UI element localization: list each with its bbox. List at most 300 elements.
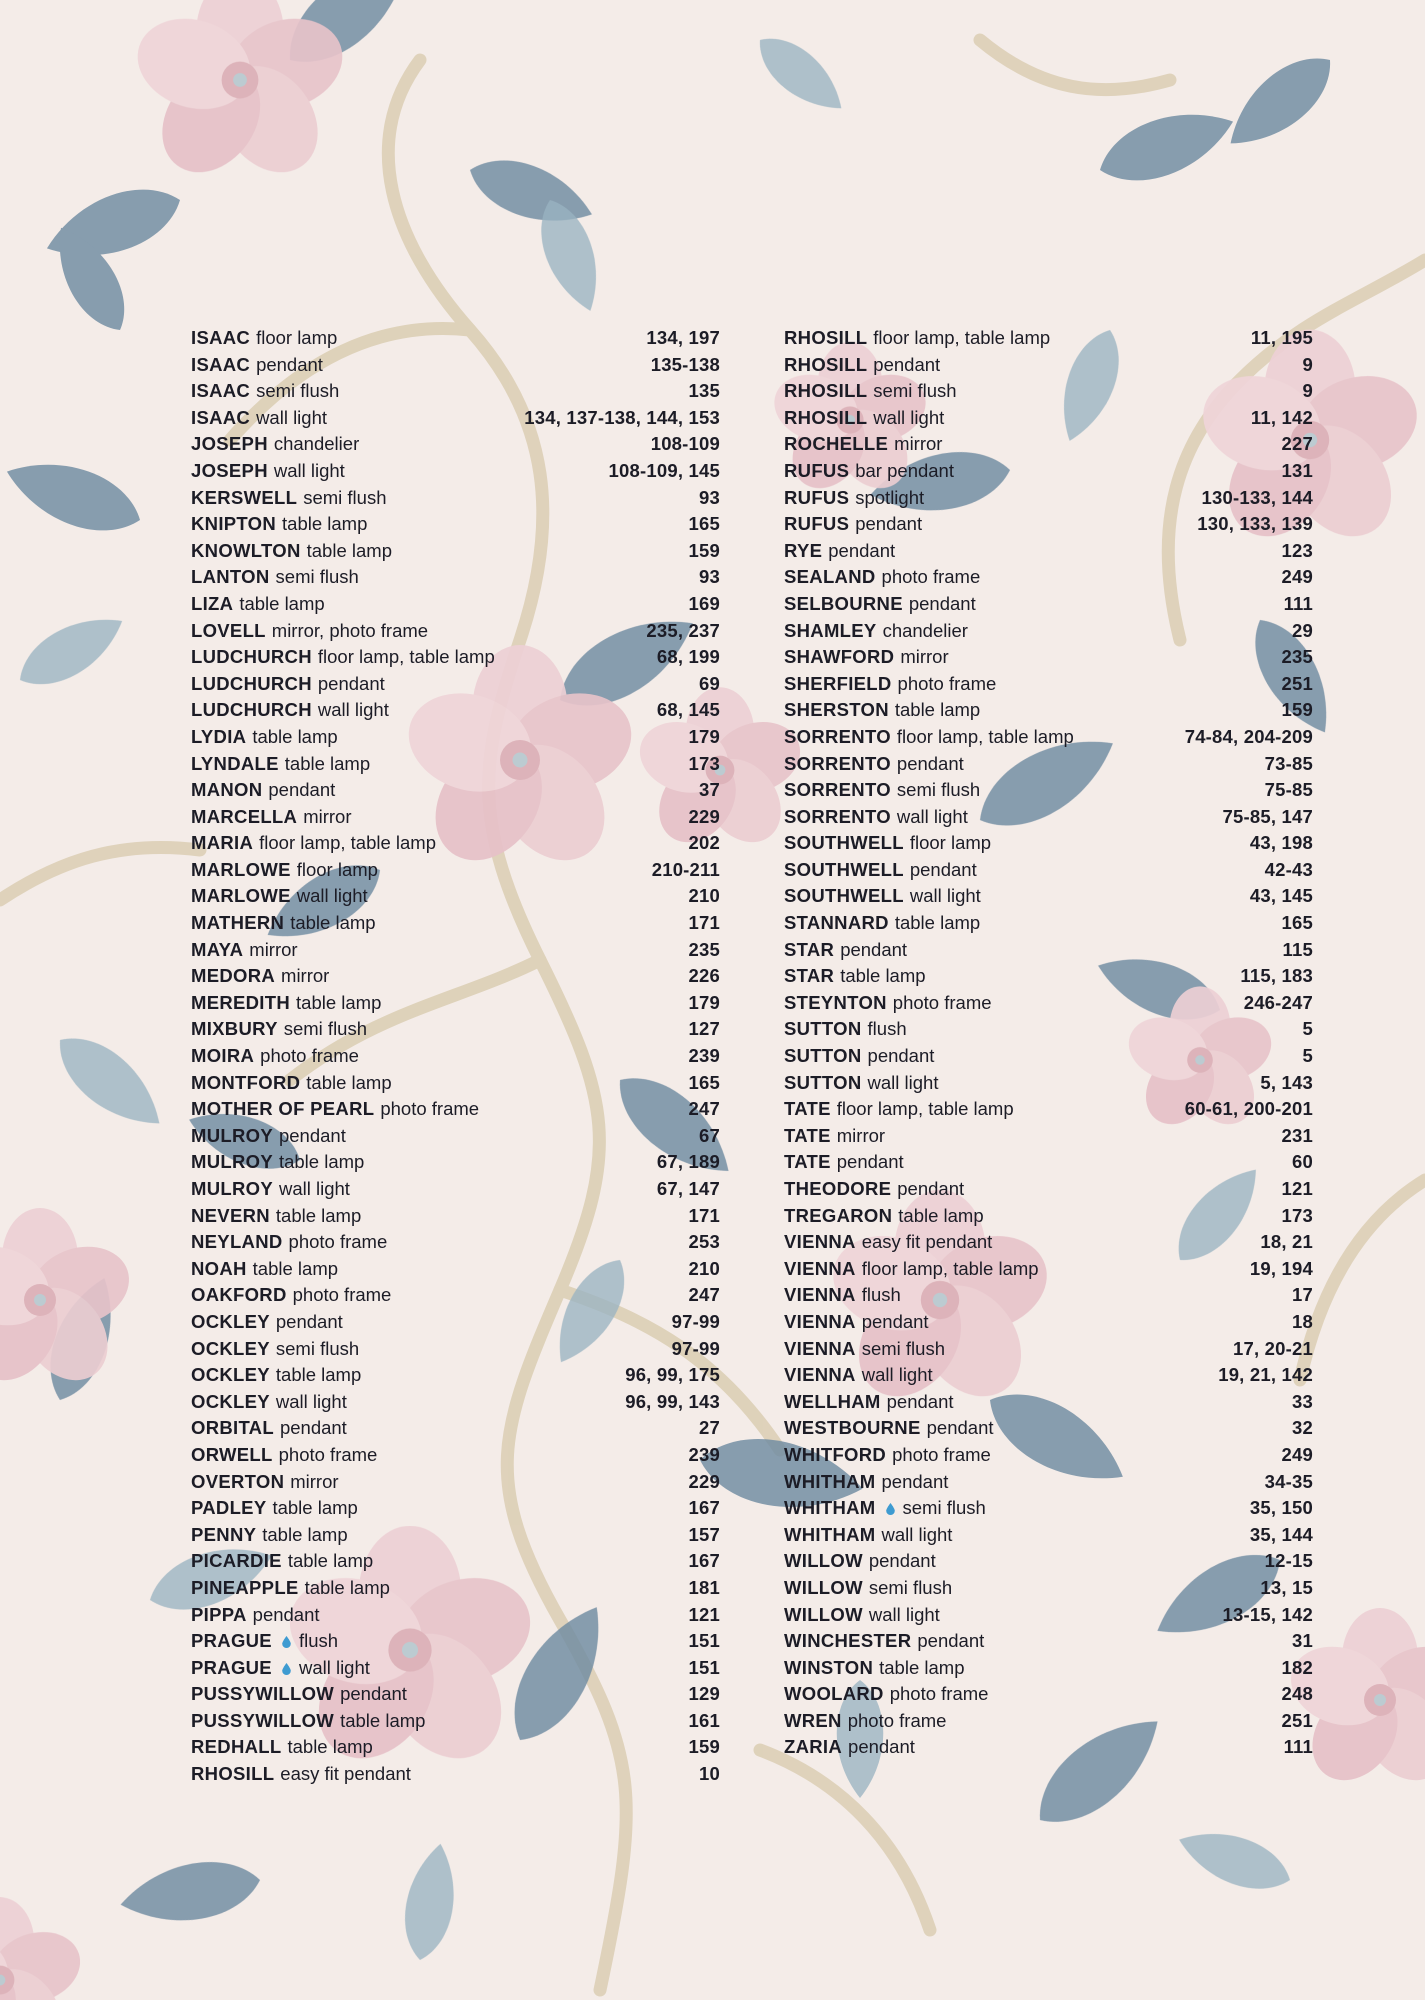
- index-entry: [784, 963, 1313, 990]
- page-numbers: 12-15: [1264, 1550, 1313, 1572]
- page-numbers: 27: [699, 1417, 720, 1439]
- entry-label: [191, 1336, 359, 1363]
- index-entry: [784, 751, 1313, 778]
- page-numbers: 135-138: [650, 353, 720, 375]
- entry-label: [191, 1256, 338, 1283]
- product-name: MAYA: [191, 938, 244, 960]
- index-entry: [191, 1522, 720, 1549]
- entry-label: [191, 1548, 373, 1575]
- product-name: SEALAND: [784, 566, 876, 588]
- entry-label: [191, 697, 389, 724]
- product-name: WHITFORD: [784, 1443, 887, 1465]
- entry-label: [191, 378, 339, 405]
- product-type: table lamp: [239, 592, 325, 614]
- product-type: pendant: [917, 1630, 985, 1652]
- index-entry: [784, 1602, 1313, 1629]
- product-name: OVERTON: [191, 1470, 285, 1492]
- page-numbers: 182: [1281, 1656, 1313, 1678]
- entry-label: [191, 1309, 343, 1336]
- product-name: LANTON: [191, 566, 270, 588]
- entry-label: [784, 564, 980, 591]
- page-numbers: 249: [1281, 1443, 1313, 1465]
- product-name: OCKLEY: [191, 1364, 270, 1386]
- page-numbers: 68, 199: [656, 646, 720, 668]
- page-numbers: 5: [1302, 1045, 1313, 1067]
- page-numbers: 134, 137-138, 144, 153: [524, 406, 720, 428]
- entry-label: [191, 1575, 390, 1602]
- page-numbers: 159: [1281, 699, 1313, 721]
- entry-label: [784, 591, 976, 618]
- index-entry: [191, 1575, 720, 1602]
- index-entry: [784, 1149, 1313, 1176]
- index-entry: [191, 1070, 720, 1097]
- index-entry: [784, 883, 1313, 910]
- product-name: SHAWFORD: [784, 646, 895, 668]
- product-name: ISAAC: [191, 406, 251, 428]
- page-numbers: 231: [1281, 1124, 1313, 1146]
- entry-label: [191, 751, 370, 778]
- entry-label: [784, 511, 922, 538]
- index-entry: [784, 804, 1313, 831]
- page-numbers: 60: [1292, 1151, 1313, 1173]
- product-name: KNIPTON: [191, 513, 277, 535]
- index-entry: [784, 1575, 1313, 1602]
- page-numbers: 13-15, 142: [1222, 1603, 1313, 1625]
- page-numbers: 131: [1281, 459, 1313, 481]
- product-type: chandelier: [273, 433, 360, 455]
- product-type: semi flush: [275, 1337, 360, 1359]
- product-type: pendant: [861, 1310, 929, 1332]
- entry-label: [784, 1708, 946, 1735]
- product-type: pendant: [926, 1417, 994, 1439]
- index-entry: [191, 405, 720, 432]
- product-name: PICARDIE: [191, 1550, 282, 1572]
- index-entry: [784, 1309, 1313, 1336]
- product-type: photo frame: [892, 991, 992, 1013]
- entry-label: [191, 1362, 361, 1389]
- product-type: flush: [867, 1018, 907, 1040]
- entry-label: [191, 458, 345, 485]
- product-type: table lamp: [282, 513, 368, 535]
- product-name: SUTTON: [784, 1071, 862, 1093]
- product-name: SOUTHWELL: [784, 832, 904, 854]
- entry-label: [191, 1282, 391, 1309]
- water-drop-icon: [282, 1663, 291, 1675]
- product-name: PUSSYWILLOW: [191, 1683, 335, 1705]
- product-name: THEODORE: [784, 1178, 892, 1199]
- product-type: semi flush: [275, 566, 359, 588]
- product-name: RYE: [784, 539, 823, 561]
- page-numbers: 42-43: [1264, 858, 1313, 880]
- product-name: MIXBURY: [191, 1018, 278, 1040]
- page-numbers: 96, 99, 143: [625, 1390, 720, 1412]
- page-numbers: 33: [1292, 1390, 1313, 1412]
- page-numbers: 171: [688, 1204, 720, 1226]
- entry-label: [191, 1176, 350, 1203]
- page-numbers: 121: [688, 1603, 720, 1625]
- entry-label: [191, 591, 325, 618]
- index-entry: [784, 1229, 1313, 1256]
- product-name: SORRENTO: [784, 779, 891, 801]
- entry-label: [784, 1734, 915, 1761]
- product-name: TATE: [784, 1098, 831, 1120]
- page-numbers: 75-85, 147: [1222, 805, 1313, 827]
- index-entry: [191, 1708, 720, 1735]
- product-name: RHOSILL: [784, 353, 868, 375]
- product-type: mirror: [900, 646, 949, 668]
- entry-label: [191, 1628, 338, 1655]
- page-numbers: 210-211: [651, 858, 720, 880]
- product-name: STEYNTON: [784, 991, 887, 1013]
- entry-label: [191, 1203, 361, 1230]
- entry-label: [191, 511, 367, 538]
- index-entry: [191, 511, 720, 538]
- entry-label: [191, 1655, 370, 1682]
- page-numbers: 35, 144: [1249, 1523, 1313, 1545]
- entry-label: [191, 1070, 392, 1097]
- product-type: table lamp: [894, 699, 981, 721]
- page-numbers: 5, 143: [1260, 1071, 1313, 1093]
- product-type: table lamp: [278, 1151, 365, 1173]
- product-name: MARCELLA: [191, 805, 298, 827]
- product-type: table lamp: [284, 752, 371, 774]
- entry-label: [784, 431, 942, 458]
- entry-label: [191, 777, 335, 804]
- entry-label: [784, 1282, 901, 1309]
- index-entry: [191, 564, 720, 591]
- page-numbers: 67, 189: [656, 1151, 720, 1173]
- product-name: PRAGUE: [191, 1656, 272, 1678]
- product-name: LIZA: [191, 592, 234, 614]
- page-numbers: 35, 150: [1249, 1497, 1313, 1519]
- product-type: floor lamp, table lamp: [836, 1098, 1014, 1120]
- product-type: wall light: [317, 699, 389, 721]
- entry-label: [784, 724, 1074, 751]
- product-type: pendant: [275, 1310, 343, 1332]
- entry-label: [191, 1761, 411, 1788]
- entry-label: [191, 538, 392, 565]
- index-entry: [191, 1442, 720, 1469]
- product-name: PRAGUE: [191, 1630, 272, 1652]
- index-entry: [191, 1282, 720, 1309]
- index-entry: [784, 1203, 1313, 1230]
- index-entry: [191, 1123, 720, 1150]
- entry-label: [784, 883, 981, 910]
- product-type: floor lamp, table lamp: [861, 1257, 1039, 1279]
- page-numbers: 227: [1281, 433, 1313, 455]
- index-entry: [784, 1442, 1313, 1469]
- product-type: wall light: [275, 1390, 347, 1412]
- product-type: pendant: [886, 1390, 954, 1412]
- entry-label: [191, 1681, 407, 1708]
- product-name: NEVERN: [191, 1204, 270, 1226]
- product-name: SORRENTO: [784, 752, 891, 774]
- entry-label: [191, 1123, 346, 1150]
- product-name: LUDCHURCH: [191, 699, 312, 721]
- product-name: WESTBOURNE: [784, 1417, 921, 1439]
- index-entry: [191, 751, 720, 778]
- index-entry: [784, 1016, 1313, 1043]
- entry-label: [784, 485, 924, 512]
- product-type: photo frame: [881, 566, 981, 588]
- product-name: MOTHER OF PEARL: [191, 1098, 375, 1120]
- product-type: flush: [298, 1630, 339, 1652]
- index-entry: [191, 618, 720, 645]
- entry-label: [784, 1442, 991, 1469]
- entry-label: [784, 352, 940, 379]
- entry-label: [784, 1548, 936, 1575]
- page-numbers: 246-247: [1243, 991, 1313, 1013]
- page-numbers: 96, 99, 175: [625, 1364, 720, 1386]
- product-name: WILLOW: [784, 1576, 863, 1598]
- entry-label: [784, 777, 980, 804]
- index-entry: [191, 1336, 720, 1363]
- entry-label: [191, 963, 329, 990]
- index-entry: [784, 1176, 1313, 1203]
- product-type: floor lamp: [256, 327, 338, 348]
- product-name: JOSEPH: [191, 433, 268, 455]
- page-numbers: 251: [1281, 672, 1313, 694]
- product-name: LOVELL: [191, 619, 266, 641]
- index-entry: [784, 431, 1313, 458]
- product-name: JOSEPH: [191, 459, 268, 481]
- index-entry: [191, 1495, 720, 1522]
- entry-label: [191, 937, 298, 964]
- index-entry: [191, 1016, 720, 1043]
- product-name: LYNDALE: [191, 752, 279, 774]
- index-entry: [191, 1469, 720, 1496]
- product-name: NEYLAND: [191, 1231, 283, 1253]
- index-entry: [191, 1655, 720, 1682]
- product-type: table lamp: [898, 1204, 984, 1226]
- entry-label: [784, 1389, 954, 1416]
- product-name: MEDORA: [191, 965, 276, 987]
- index-entry: [784, 777, 1313, 804]
- product-name: LUDCHURCH: [191, 672, 312, 694]
- entry-label: [784, 1469, 948, 1496]
- page-numbers: 169: [688, 592, 720, 614]
- index-entry: [191, 697, 720, 724]
- page-numbers: 173: [688, 752, 720, 774]
- product-name: RHOSILL: [784, 406, 868, 428]
- entry-label: [784, 1016, 907, 1043]
- index-entry: [784, 405, 1313, 432]
- index-entry: [784, 671, 1313, 698]
- product-name: PIPPA: [191, 1603, 247, 1625]
- index-entry: [191, 963, 720, 990]
- product-type: table lamp: [879, 1656, 965, 1678]
- entry-label: [784, 1309, 929, 1336]
- index-entry: [784, 1123, 1313, 1150]
- product-name: MOIRA: [191, 1045, 255, 1067]
- product-type: table lamp: [287, 1736, 373, 1758]
- product-type: table lamp: [840, 965, 926, 987]
- index-entry: [191, 1362, 720, 1389]
- product-type: table lamp: [262, 1523, 348, 1545]
- product-name: SUTTON: [784, 1018, 862, 1040]
- index-entry: [191, 1548, 720, 1575]
- index-entry: [784, 1096, 1313, 1123]
- page-numbers: 67: [699, 1124, 720, 1146]
- index-entry: [784, 1469, 1313, 1496]
- product-name: ORWELL: [191, 1443, 273, 1465]
- product-type: semi flush: [256, 380, 340, 402]
- page-numbers: 127: [688, 1018, 720, 1040]
- page-numbers: 111: [1283, 592, 1313, 614]
- page-numbers: 134, 197: [646, 327, 720, 348]
- product-name: MULROY: [191, 1151, 273, 1173]
- product-name: MARLOWE: [191, 858, 291, 880]
- page-numbers: 9: [1302, 380, 1313, 402]
- page-numbers: 32: [1292, 1417, 1313, 1439]
- page-numbers: 9: [1302, 353, 1313, 375]
- index-entry: [784, 990, 1313, 1017]
- product-name: ISAAC: [191, 327, 251, 348]
- index-entry: [784, 511, 1313, 538]
- page-numbers: 13, 15: [1260, 1576, 1313, 1598]
- product-name: SORRENTO: [784, 725, 891, 747]
- product-type: semi flush: [303, 486, 387, 508]
- entry-label: [784, 1123, 885, 1150]
- index-entry: [784, 1282, 1313, 1309]
- page-numbers: 17: [1292, 1284, 1313, 1306]
- product-name: SOUTHWELL: [784, 885, 904, 907]
- page-numbers: 151: [688, 1656, 720, 1678]
- product-type: table lamp: [290, 912, 376, 934]
- index-entry: [784, 1708, 1313, 1735]
- index-entry: [191, 378, 720, 405]
- entry-label: [784, 538, 895, 565]
- entry-label: [191, 618, 428, 645]
- index-entry: [191, 591, 720, 618]
- page-numbers: 11, 142: [1250, 406, 1313, 428]
- product-type: wall light: [868, 1603, 940, 1625]
- product-type: pendant: [908, 592, 976, 614]
- index-entry: [784, 1336, 1313, 1363]
- page-numbers: 157: [688, 1523, 720, 1545]
- page-numbers: 19, 194: [1249, 1257, 1313, 1279]
- product-type: table lamp: [340, 1709, 426, 1731]
- product-name: ROCHELLE: [784, 433, 889, 455]
- page-numbers: 239: [688, 1443, 720, 1465]
- product-name: WHITHAM: [784, 1497, 876, 1519]
- index-entry: [784, 1522, 1313, 1549]
- product-type: table lamp: [287, 1550, 374, 1572]
- product-type: table lamp: [304, 1576, 390, 1598]
- product-type: photo frame: [889, 1683, 989, 1705]
- product-type: table lamp: [894, 912, 981, 934]
- entry-label: [784, 1070, 938, 1097]
- page-numbers: 67, 147: [656, 1178, 720, 1199]
- product-name: WREN: [784, 1709, 842, 1731]
- index-entry: [784, 485, 1313, 512]
- product-name: MATHERN: [191, 912, 285, 934]
- product-name: MULROY: [191, 1178, 273, 1199]
- page-numbers: 251: [1281, 1709, 1313, 1731]
- product-type: mirror: [249, 938, 298, 960]
- entry-label: [784, 804, 968, 831]
- index-entry: [784, 1628, 1313, 1655]
- entry-label: [191, 1442, 377, 1469]
- entry-label: [191, 1229, 387, 1256]
- page-numbers: 159: [688, 1736, 720, 1758]
- index-entry: [191, 1628, 720, 1655]
- product-name: OCKLEY: [191, 1390, 270, 1412]
- entry-label: [784, 1256, 1039, 1283]
- page-numbers: 179: [688, 725, 720, 747]
- page-numbers: 115: [1282, 938, 1313, 960]
- product-name: VIENNA: [784, 1310, 856, 1332]
- product-name: SORRENTO: [784, 805, 891, 827]
- product-type: mirror: [836, 1124, 886, 1146]
- page-numbers: 179: [688, 991, 720, 1013]
- entry-label: [784, 1176, 964, 1203]
- index-entry: [191, 1309, 720, 1336]
- page-numbers: 235: [688, 938, 720, 960]
- entry-label: [784, 963, 926, 990]
- product-name: TREGARON: [784, 1204, 893, 1226]
- product-type: wall light: [867, 1071, 939, 1093]
- product-type: pendant: [836, 1151, 904, 1173]
- product-type: table lamp: [272, 1497, 358, 1519]
- entry-label: [191, 1043, 359, 1070]
- index-entry: [784, 1734, 1313, 1761]
- product-type: wall light: [273, 459, 345, 481]
- product-name: MARLOWE: [191, 885, 291, 907]
- entry-label: [784, 990, 992, 1017]
- page-numbers: 165: [688, 1071, 720, 1093]
- index-entry: [191, 910, 720, 937]
- page-numbers: 130-133, 144: [1201, 486, 1313, 508]
- page-numbers: 97-99: [671, 1337, 720, 1359]
- product-type: easy fit pendant: [861, 1231, 993, 1253]
- product-name: KERSWELL: [191, 486, 298, 508]
- product-type: pendant: [897, 1178, 965, 1199]
- product-name: TATE: [784, 1124, 831, 1146]
- index-entry: [191, 883, 720, 910]
- page-numbers: 17, 20-21: [1233, 1337, 1313, 1359]
- index-entry: [784, 538, 1313, 565]
- product-type: mirror: [894, 433, 943, 455]
- entry-label: [784, 618, 968, 645]
- index-entry: [191, 538, 720, 565]
- product-type: photo frame: [278, 1443, 378, 1465]
- product-name: PADLEY: [191, 1497, 267, 1519]
- product-type: wall light: [298, 1656, 370, 1678]
- entry-label: [191, 564, 359, 591]
- product-type: table lamp: [275, 1204, 362, 1226]
- product-type: semi flush: [902, 1497, 986, 1519]
- entry-label: [784, 1681, 988, 1708]
- product-name: WILLOW: [784, 1603, 863, 1625]
- index-column-right: [784, 325, 1313, 1761]
- index-entry: [784, 910, 1313, 937]
- entry-label: [784, 1362, 933, 1389]
- page-numbers: 202: [688, 832, 720, 854]
- index-entry: [191, 1734, 720, 1761]
- page-numbers: 173: [1281, 1204, 1313, 1226]
- index-entry: [784, 857, 1313, 884]
- page-numbers: 130, 133, 139: [1197, 513, 1313, 535]
- entry-label: [784, 830, 991, 857]
- product-type: semi flush: [283, 1018, 368, 1040]
- page-numbers: 75-85: [1264, 779, 1313, 801]
- index-entry: [784, 564, 1313, 591]
- product-type: table lamp: [252, 725, 338, 747]
- product-name: TATE: [784, 1151, 831, 1173]
- product-name: WINCHESTER: [784, 1630, 912, 1652]
- product-type: table lamp: [296, 991, 382, 1013]
